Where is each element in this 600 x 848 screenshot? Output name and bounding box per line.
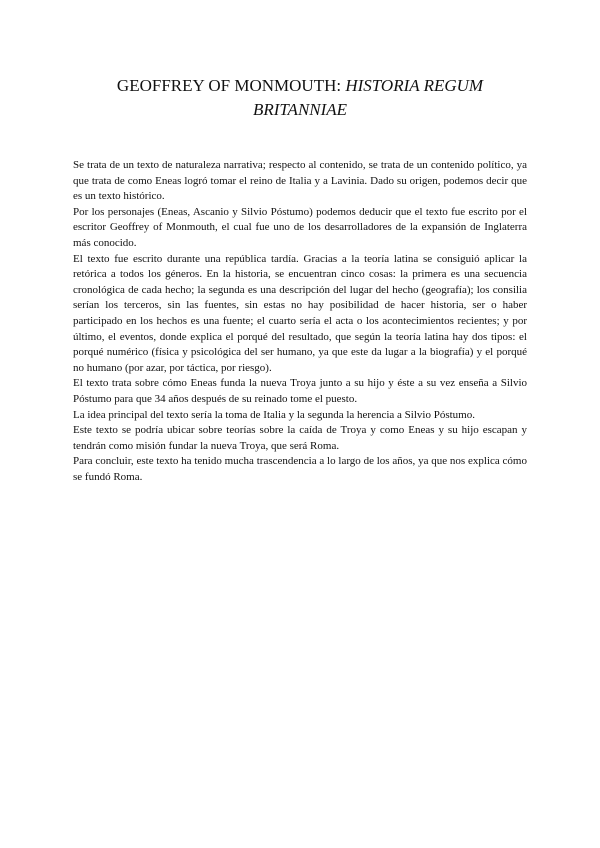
title-author: GEOFFREY OF MONMOUTH: bbox=[116, 76, 346, 95]
document-body bbox=[73, 158, 527, 485]
paragraph: El texto fue escrito durante una república tardía. Gracias a la teoría latina se consiguió aplicar la retórica a todos los géneros. En la historia, se encuentran cinco cosas: la primera es una secuencia cronológica de cada hecho; la segunda es una descripción del lugar del hecho (geografía); los consilia serían los terceros, sin las fuentes, sin estas no hay posibilidad de hacer historia, ser o haber participado en los hechos es una fuente; el cuarto sería el acta o los acontecimientos recientes; y por último, el eventos, donde explica el porqué del resultado, que según la teoría latina hay dos tipos: el porqué numérico (física y psicológica del ser humano, ya que este da lugar a la biografía) y el porqué no humano (por azar, por táctica, por riesgo). bbox=[73, 252, 527, 374]
paragraph: Por los personajes (Eneas, Ascanio y Silvio Póstumo) podemos deducir que el texto fue escrito por el escritor Geoffrey of Monmouth, el cual fue uno de los desarrolladores de la expansión de Inglaterra más conocido. bbox=[73, 205, 527, 249]
paragraph: Se trata de un texto de naturaleza narrativa; respecto al contenido, se trata de un contenido político, ya que trata de como Eneas logró tomar el reino de Italia y a Lavinia. Dado su origen, podemos decir que es un texto histórico. bbox=[73, 159, 527, 203]
document-title bbox=[70, 74, 530, 122]
paragraph: El texto trata sobre cómo Eneas funda la nueva Troya junto a su hijo y éste a su vez enseña a Silvio Póstumo para que 34 años después de su reinado tome el puesto. bbox=[73, 377, 527, 405]
paragraph: La idea principal del texto sería la toma de Italia y la segunda la herencia a Silvio Póstumo. bbox=[73, 408, 475, 421]
paragraph: Para concluir, este texto ha tenido mucha trascendencia a lo largo de los años, ya que nos explica cómo se fundó Roma. bbox=[73, 455, 527, 483]
paragraph: Este texto se podría ubicar sobre teorías sobre la caída de Troya y como Eneas y su hijo escapan y tendrán como misión fundar la nueva Troya, que será Roma. bbox=[73, 424, 527, 452]
title-work: HISTORIA REGUM BRITANNIAE bbox=[252, 76, 484, 119]
